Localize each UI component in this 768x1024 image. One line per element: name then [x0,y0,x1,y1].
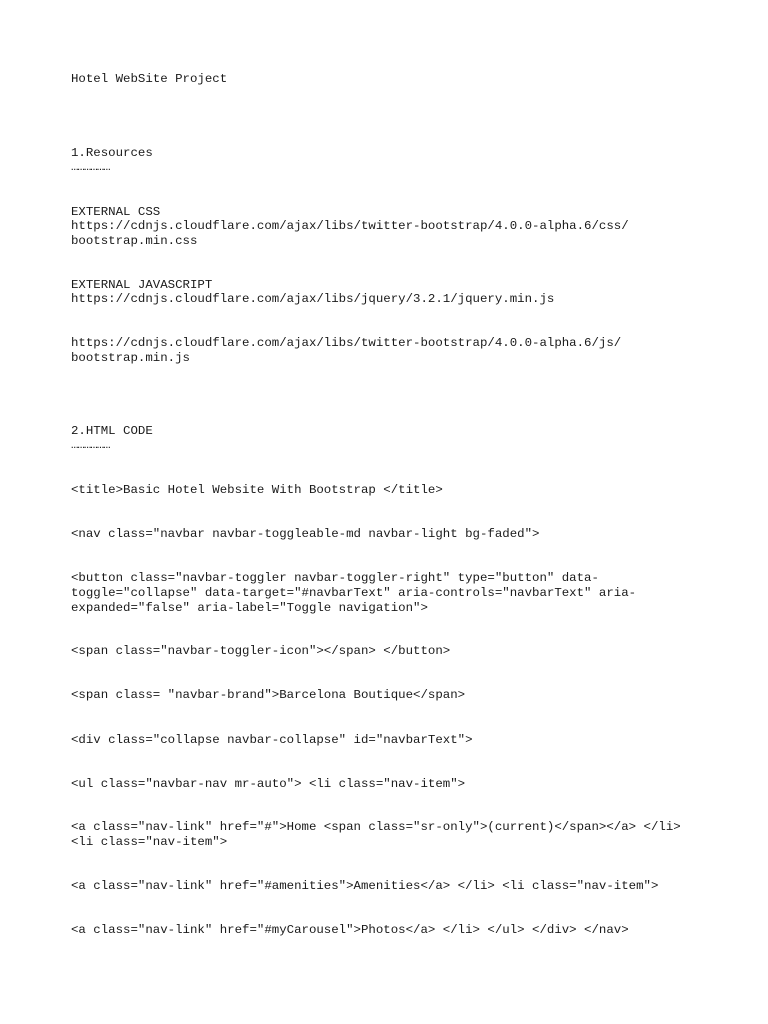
document-title: Hotel WebSite Project [71,72,228,86]
code-line-button-2: toggle="collapse" data-target="#navbarText" aria-controls="navbarText" aria- [71,586,637,600]
external-js-jquery-url: https://cdnjs.cloudflare.com/ajax/libs/jquery/3.2.1/jquery.min.js [71,292,555,306]
code-line-toggler-icon: <span class="navbar-toggler-icon"></span> </button> [71,644,451,658]
code-line-button-1: <button class="navbar-toggler navbar-toggler-right" type="button" data- [71,571,599,585]
section-heading-html-code: 2.HTML CODE [71,424,153,438]
code-line-photos: <a class="nav-link" href="#myCarousel">Photos</a> </li> </ul> </div> </nav> [71,923,629,937]
section-divider-resources: ……………… [71,160,110,174]
external-js-bootstrap-url-line-2: bootstrap.min.js [71,351,190,365]
external-js-label: EXTERNAL JAVASCRIPT [71,278,213,292]
code-line-title-tag: <title>Basic Hotel Website With Bootstrap </title> [71,483,443,497]
code-line-nav-tag: <nav class="navbar navbar-toggleable-md navbar-light bg-faded"> [71,527,540,541]
external-css-url-line-2: bootstrap.min.css [71,234,198,248]
code-line-home-2: <li class="nav-item"> [71,835,228,849]
code-line-home-1: <a class="nav-link" href="#">Home <span class="sr-only">(current)</span></a> </li> [71,820,681,834]
code-line-ul-tag: <ul class="navbar-nav mr-auto"> <li class="nav-item"> [71,777,466,791]
section-heading-resources: 1.Resources [71,146,153,160]
code-line-collapse-div: <div class="collapse navbar-collapse" id="navbarText"> [71,733,473,747]
code-line-button-3: expanded="false" aria-label="Toggle navigation"> [71,601,428,615]
code-line-amenities: <a class="nav-link" href="#amenities">Amenities</a> </li> <li class="nav-item"> [71,879,659,893]
external-css-label: EXTERNAL CSS [71,205,161,219]
external-js-bootstrap-url-line-1: https://cdnjs.cloudflare.com/ajax/libs/twitter-bootstrap/4.0.0-alpha.6/js/ [71,336,622,350]
code-line-brand: <span class= "navbar-brand">Barcelona Boutique</span> [71,688,466,702]
external-css-url-line-1: https://cdnjs.cloudflare.com/ajax/libs/twitter-bootstrap/4.0.0-alpha.6/css/ [71,219,629,233]
section-divider-html-code: ……………… [71,438,110,452]
